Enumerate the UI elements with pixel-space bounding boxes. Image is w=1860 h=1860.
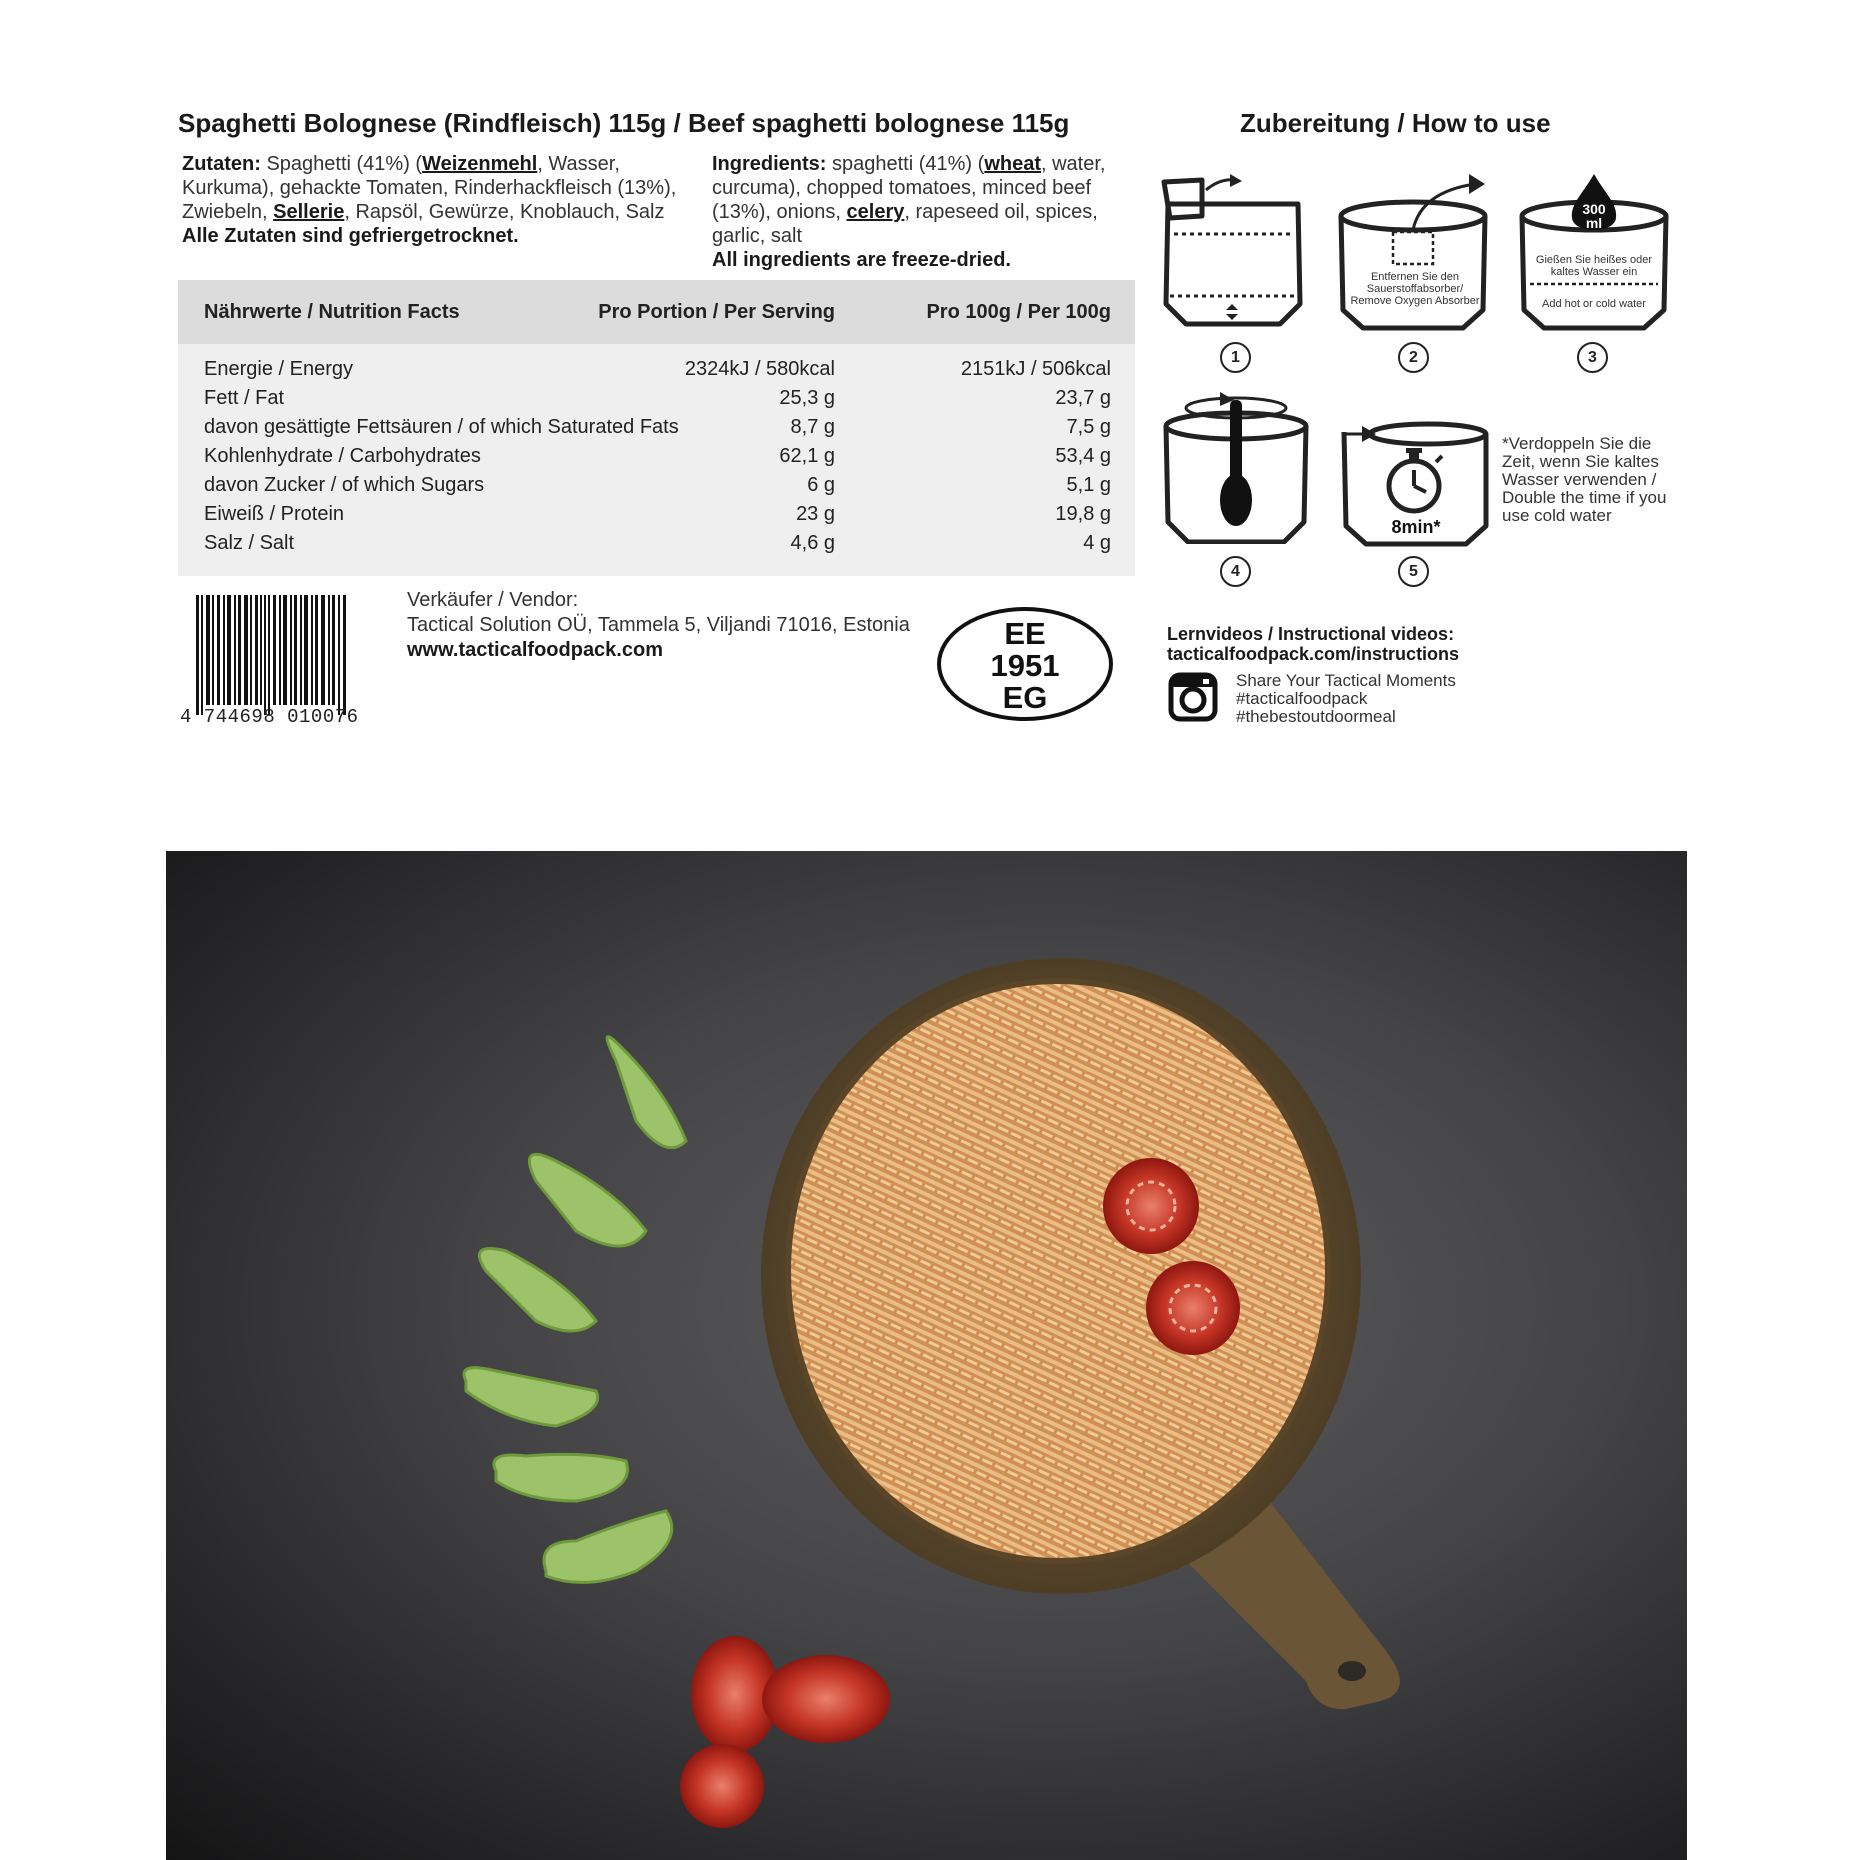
serving-value: 25,3 g (779, 387, 835, 409)
videos-link[interactable]: tacticalfoodpack.com/instructions (1167, 644, 1460, 664)
hashtag: #tacticalfoodpack (1236, 689, 1368, 708)
health-mark-country: EE (1004, 616, 1046, 651)
nutrient-name: Fett / Fat (204, 387, 285, 409)
ingredients-text: , Rapsöl, Gewürze, Knoblauch, Salz (344, 201, 665, 223)
ingredients-text: , rapeseed oil, spices, garlic, salt (712, 201, 1098, 247)
header-per-100g: Pro 100g / Per 100g (926, 301, 1111, 323)
step-4-stir-icon (1160, 384, 1315, 544)
barcode-image (196, 595, 351, 715)
table-row (178, 443, 1135, 472)
step-number-4: 4 (1220, 556, 1251, 587)
barcode-number: 4 744698 010076 (180, 706, 359, 728)
ingredients-english (712, 152, 1142, 272)
vendor-address: Tactical Solution OÜ, Tammela 5, Viljandi 71016, Estonia (407, 614, 910, 636)
nutrient-name: davon gesättigte Fettsäuren / of which Saturated Fats (204, 416, 679, 438)
table-row (178, 414, 1135, 443)
ingredients-german (182, 152, 702, 248)
serving-value: 23 g (796, 503, 835, 525)
per100-value: 7,5 g (1066, 416, 1111, 438)
nutrition-table-header (178, 280, 1135, 344)
health-mark-oval (937, 607, 1113, 721)
allergen: Weizenmehl (422, 153, 538, 175)
nutrient-name: Salz / Salt (204, 532, 295, 554)
nutrient-name: Eiweiß / Protein (204, 503, 345, 525)
ingredients-text: spaghetti (41%) ( (826, 153, 985, 175)
social-hashtags (1236, 672, 1456, 726)
per100-value: 4 g (1083, 532, 1111, 554)
how-to-use-title: Zubereitung / How to use (1240, 108, 1551, 138)
table-row (178, 472, 1135, 501)
videos-label: Lernvideos / Instructional videos: (1167, 624, 1455, 644)
spaghetti-bowl-illustration (166, 851, 1687, 1860)
nutrient-name: Kohlenhydrate / Carbohydrates (204, 445, 481, 467)
health-mark-number: 1951 (990, 648, 1060, 683)
table-row (178, 530, 1135, 559)
nutrient-name: davon Zucker / of which Sugars (204, 474, 485, 496)
ingredients-text: Spaghetti (41%) ( (260, 153, 423, 175)
allergen: Sellerie (273, 201, 345, 223)
vendor-website-link[interactable]: www.tacticalfoodpack.com (407, 639, 663, 661)
cold-water-note: *Verdoppeln Sie die Zeit, wenn Sie kaltes Wasser verwenden / Double the time if you use cold water (1502, 434, 1667, 525)
ingredients-text: , water, curcuma), chopped tomatoes, minced beef (13%), onions, (712, 153, 1106, 223)
per100-value: 2151kJ / 506kcal (960, 358, 1111, 380)
product-photo (166, 851, 1687, 1860)
serving-value: 62,1 g (779, 445, 835, 467)
ingredients-text: , Wasser, Kurkuma), gehackte Tomaten, Rinderhackfleisch (13%), Zwiebeln, (182, 153, 677, 223)
table-row (178, 385, 1135, 414)
nutrient-name: Energie / Energy (204, 358, 353, 380)
social-tagline: Share Your Tactical Moments (1236, 671, 1456, 690)
vendor-label: Verkäufer / Vendor: (407, 589, 579, 611)
step-2-remove-absorber-icon (1335, 172, 1495, 332)
header-nutrient: Nährwerte / Nutrition Facts (204, 301, 460, 323)
water-amount-value: 300 (1582, 201, 1606, 217)
header-per-serving: Pro Portion / Per Serving (598, 301, 835, 323)
table-row (178, 501, 1135, 530)
step-number-2: 2 (1398, 342, 1429, 373)
serving-value: 8,7 g (790, 416, 835, 438)
per100-value: 23,7 g (1055, 387, 1111, 409)
step-number-3: 3 (1577, 342, 1608, 373)
step-2-text: Entfernen Sie den Sauerstoffabsorber/ Remove Oxygen Absorber (1350, 271, 1480, 307)
instructional-videos (1167, 624, 1459, 664)
freeze-dried-note: All ingredients are freeze-dried. (712, 249, 1011, 271)
ingredients-label: Ingredients: (712, 153, 827, 175)
ingredients-label: Zutaten: (182, 153, 261, 175)
freeze-dried-note: Alle Zutaten sind gefriergetrocknet. (182, 225, 519, 247)
vendor-info (407, 588, 910, 663)
allergen: celery (846, 201, 905, 223)
table-row (178, 356, 1135, 385)
serving-value: 6 g (807, 474, 835, 496)
step-1-tear-open-icon (1160, 172, 1310, 332)
water-amount (1574, 202, 1614, 230)
health-mark-suffix: EG (1002, 680, 1048, 715)
step-5-time: 8min* (1391, 517, 1441, 537)
product-title: Spaghetti Bolognese (Rindfleisch) 115g / Beef spaghetti bolognese 115g (178, 108, 1070, 138)
hashtag: #thebestoutdoormeal (1236, 707, 1396, 726)
per100-value: 19,8 g (1055, 503, 1111, 525)
allergen: wheat (984, 153, 1041, 175)
water-amount-unit: ml (1585, 215, 1603, 231)
step-3-text-en: Add hot or cold water (1542, 298, 1646, 310)
per100-value: 53,4 g (1055, 445, 1111, 467)
serving-value: 2324kJ / 580kcal (684, 358, 835, 380)
instagram-icon[interactable] (1168, 672, 1218, 722)
step-number-1: 1 (1220, 342, 1251, 373)
serving-value: 4,6 g (790, 532, 835, 554)
per100-value: 5,1 g (1066, 474, 1111, 496)
nutrition-table (178, 280, 1135, 576)
step-number-5: 5 (1398, 556, 1429, 587)
step-3-text-de: Gießen Sie heißes oder kaltes Wasser ein (1535, 254, 1653, 278)
